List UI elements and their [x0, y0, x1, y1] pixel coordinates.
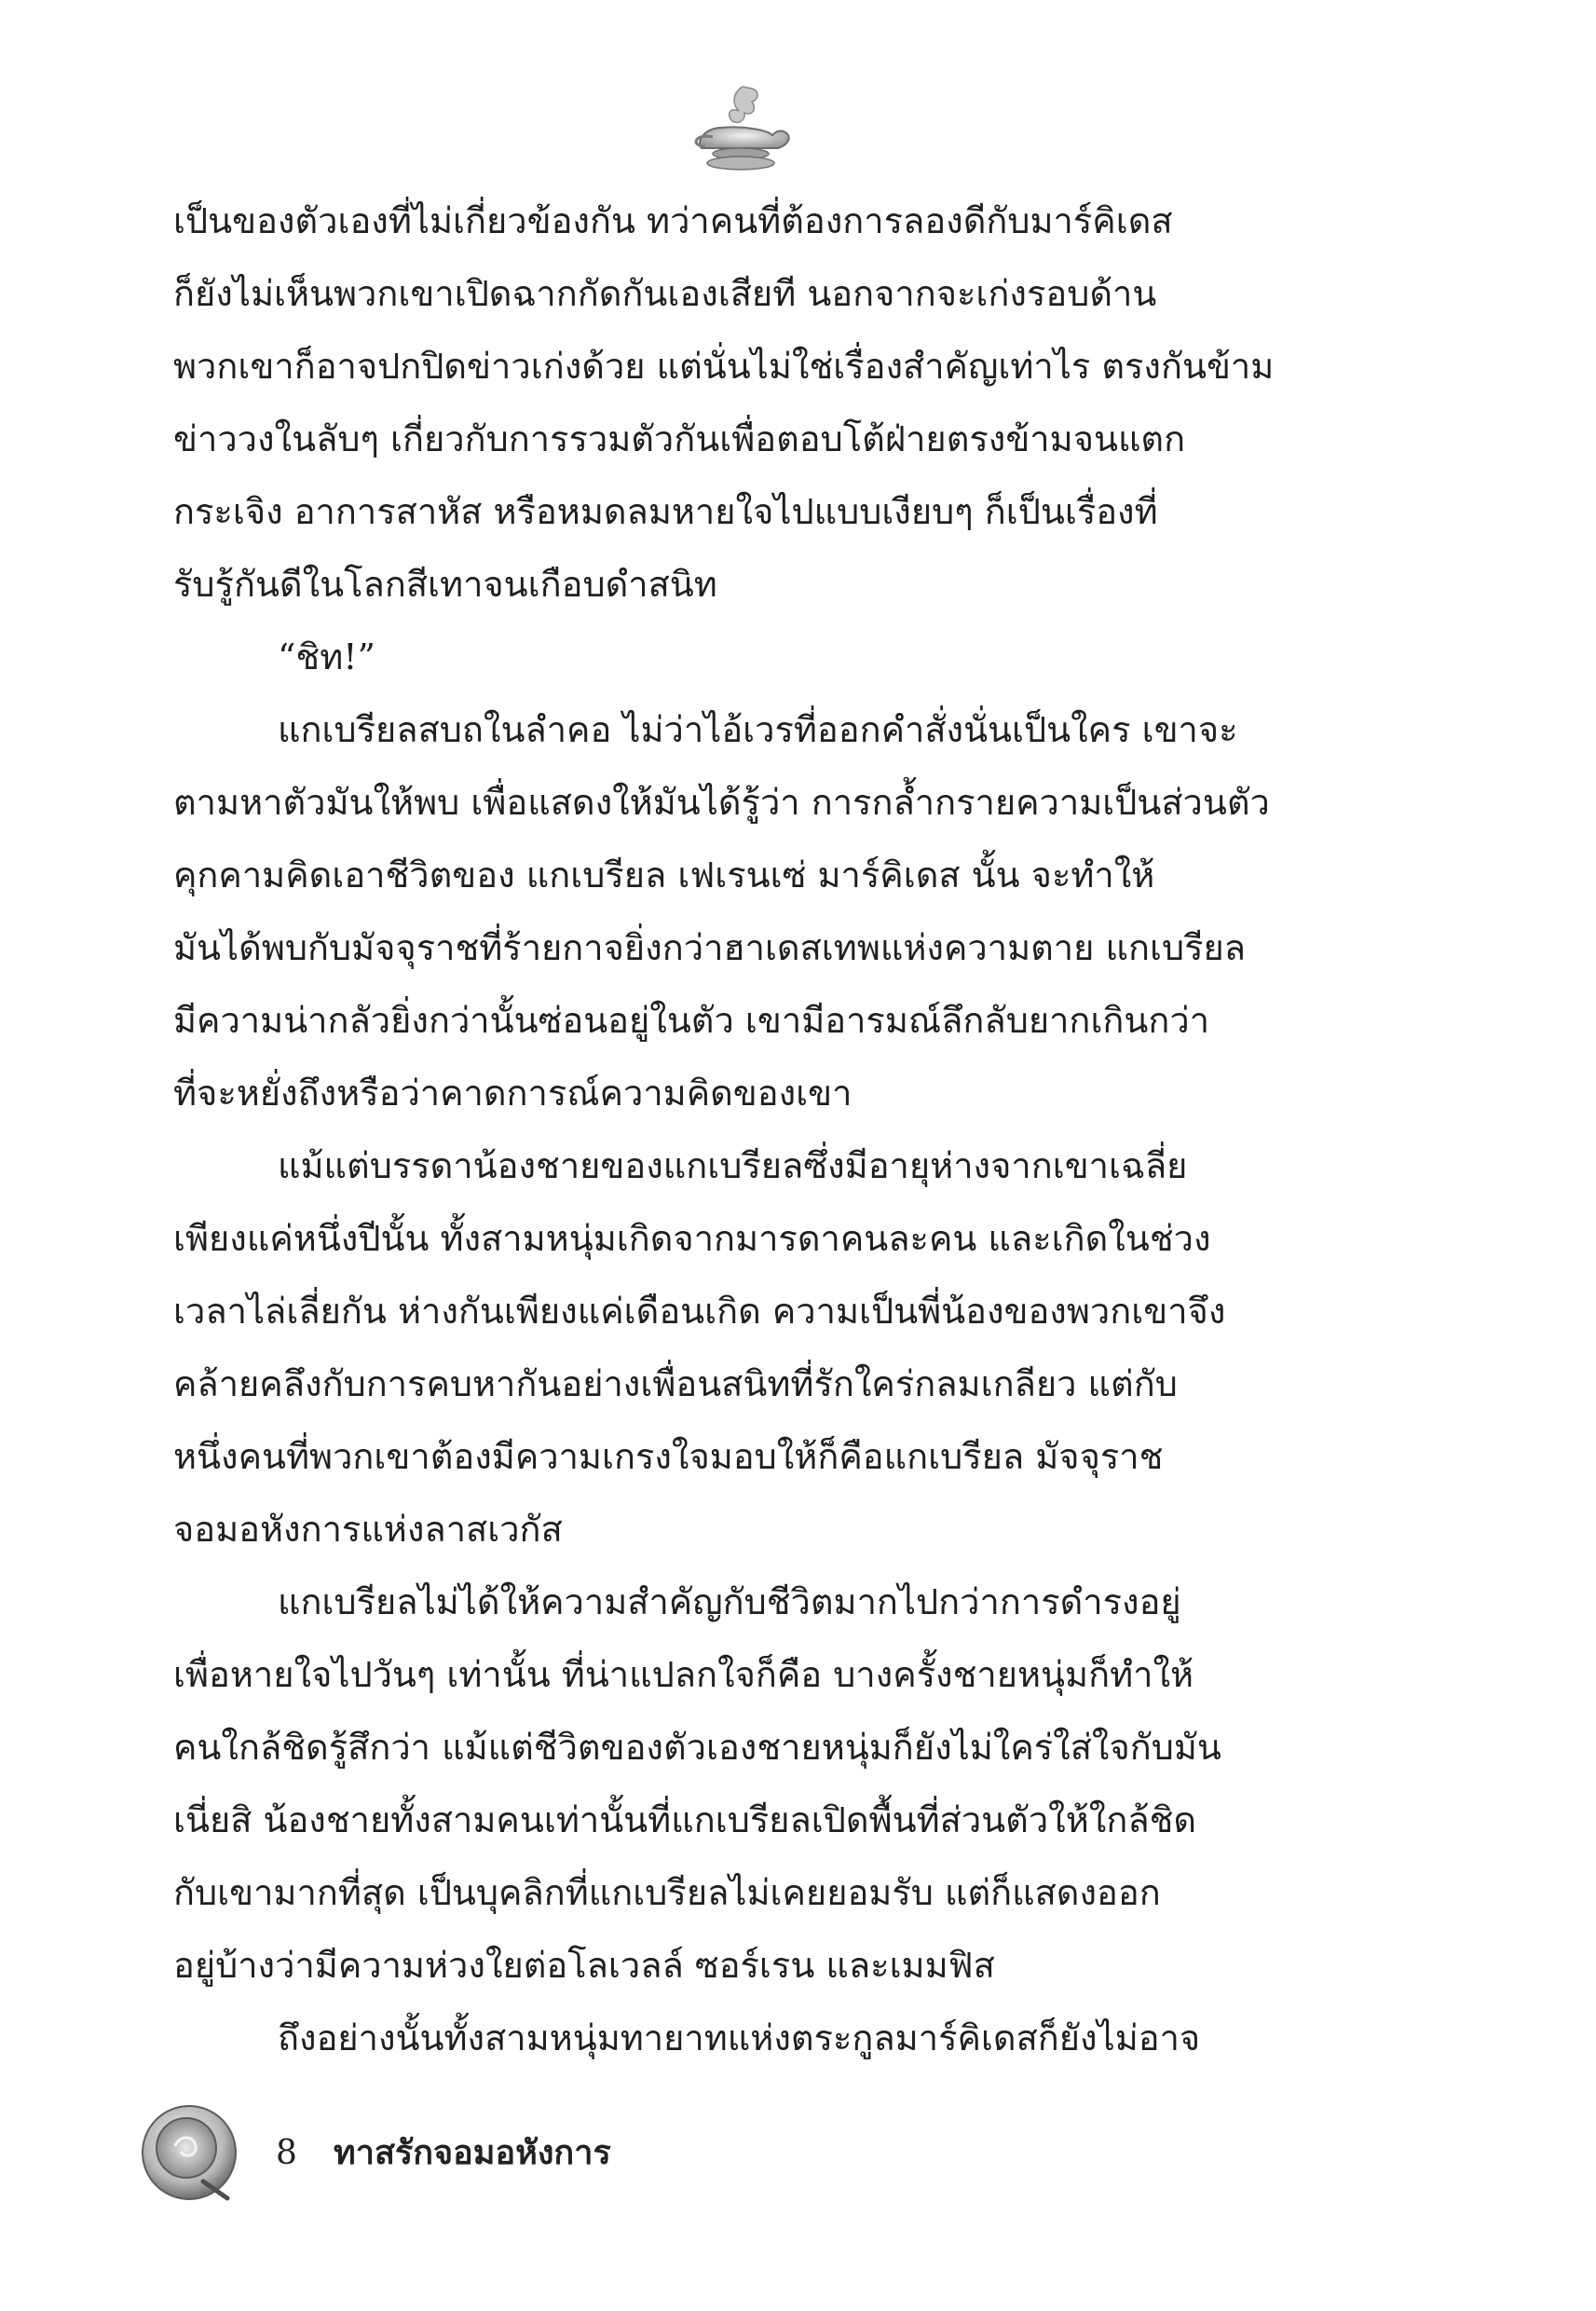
text-line: เพื่อหายใจไปวันๆ เท่านั้น ที่น่าแปลกใจก็คือ บางครั้งชายหนุ่มก็ทำให้: [173, 1654, 1194, 1695]
lamp-ornament-icon: [685, 79, 806, 177]
text-line: มันได้พบกับมัจจุราชที่ร้ายกาจยิ่งกว่าฮาเดสเทพแห่งความตาย แกเบรียล: [173, 927, 1247, 968]
text-line: คล้ายคลึงกับการคบหากันอย่างเพื่อนสนิทที่รักใคร่กลมเกลียว แต่กับ: [173, 1363, 1178, 1404]
text-line: ที่จะหยั่งถึงหรือว่าคาดการณ์ความคิดของเขา: [173, 1073, 853, 1114]
text-line: แม้แต่บรรดาน้องชายของแกเบรียลซึ่งมีอายุห่างจากเขาเฉลี่ย: [278, 1145, 1188, 1186]
text-line: อยู่บ้างว่ามีความห่วงใยต่อโลเวลล์ ซอร์เรน และเมมฟิส: [173, 1945, 995, 1986]
text-line: พวกเขาก็อาจปกปิดข่าวเก่งด้วย แต่นั่นไม่ใช่เรื่องสำคัญเท่าไร ตรงกันข้าม: [173, 346, 1275, 387]
text-line: เนี่ยสิ น้องชายทั้งสามคนเท่านั้นที่แกเบรียลเปิดพื้นที่ส่วนตัวให้ใกล้ชิด: [173, 1799, 1197, 1840]
text-line: แกเบรียลไม่ได้ให้ความสำคัญกับชีวิตมากไปกว่าการดำรงอยู่: [278, 1581, 1181, 1622]
text-line: ก็ยังไม่เห็นพวกเขาเปิดฉากกัดกันเองเสียที นอกจากจะเก่งรอบด้าน: [173, 273, 1157, 314]
text-line: “ชิท!”: [278, 636, 375, 677]
text-line: กับเขามากที่สุด เป็นบุคลิกที่แกเบรียลไม่เคยยอมรับ แต่ก็แสดงออก: [173, 1872, 1161, 1913]
text-line: ตามหาตัวมันให้พบ เพื่อแสดงให้มันได้รู้ว่า การกล้ำกรายความเป็นส่วนตัว: [173, 782, 1270, 823]
text-line: หนึ่งคนที่พวกเขาต้องมีความเกรงใจมอบให้ก็คือแกเบรียล มัจจุราช: [173, 1436, 1164, 1477]
text-line: เป็นของตัวเองที่ไม่เกี่ยวข้องกัน ทว่าคนที่ต้องการลองดีกับมาร์คิเดส: [173, 200, 1173, 241]
text-line: เวลาไล่เลี่ยกัน ห่างกันเพียงแค่เดือนเกิด ความเป็นพี่น้องของพวกเขาจึง: [173, 1291, 1226, 1332]
text-line: ข่าววงในลับๆ เกี่ยวกับการรวมตัวกันเพื่อตอบโต้ฝ่ายตรงข้ามจนแตก: [173, 418, 1186, 459]
text-line: มีความน่ากลัวยิ่งกว่านั้นซ่อนอยู่ในตัว เขามีอารมณ์ลึกลับยากเกินกว่า: [173, 1000, 1210, 1041]
text-line: กระเจิง อาการสาหัส หรือหมดลมหายใจไปแบบเงียบๆ ก็เป็นเรื่องที่: [173, 491, 1158, 532]
text-line: จอมอหังการแห่งลาสเวกัส: [173, 1509, 563, 1550]
body-text: [173, 185, 1330, 2074]
book-title: ทาสรักจอมอหังการ: [334, 2134, 611, 2172]
text-line: คุกคามคิดเอาชีวิตของ แกเบรียล เฟเรนเซ่ มาร์คิเดส นั้น จะทำให้: [173, 855, 1155, 896]
text-line: คนใกล้ชิดรู้สึกว่า แม้แต่ชีวิตของตัวเองชายหนุ่มก็ยังไม่ใคร่ใส่ใจกับมัน: [173, 1727, 1221, 1768]
text-line: เพียงแค่หนึ่งปีนั้น ทั้งสามหนุ่มเกิดจากมารดาคนละคน และเกิดในช่วง: [173, 1218, 1211, 1259]
text-line: รับรู้กันดีในโลกสีเทาจนเกือบดำสนิท: [173, 564, 717, 605]
coffee-cup-ornament-icon: [138, 2101, 240, 2204]
page-number: 8: [276, 2134, 297, 2172]
text-line: ถึงอย่างนั้นทั้งสามหนุ่มทายาทแห่งตระกูลมาร์คิเดสก็ยังไม่อาจ: [278, 2017, 1201, 2058]
text-line: แกเบรียลสบถในลำคอ ไม่ว่าไอ้เวรที่ออกคำสั่งนั่นเป็นใคร เขาจะ: [278, 709, 1238, 750]
